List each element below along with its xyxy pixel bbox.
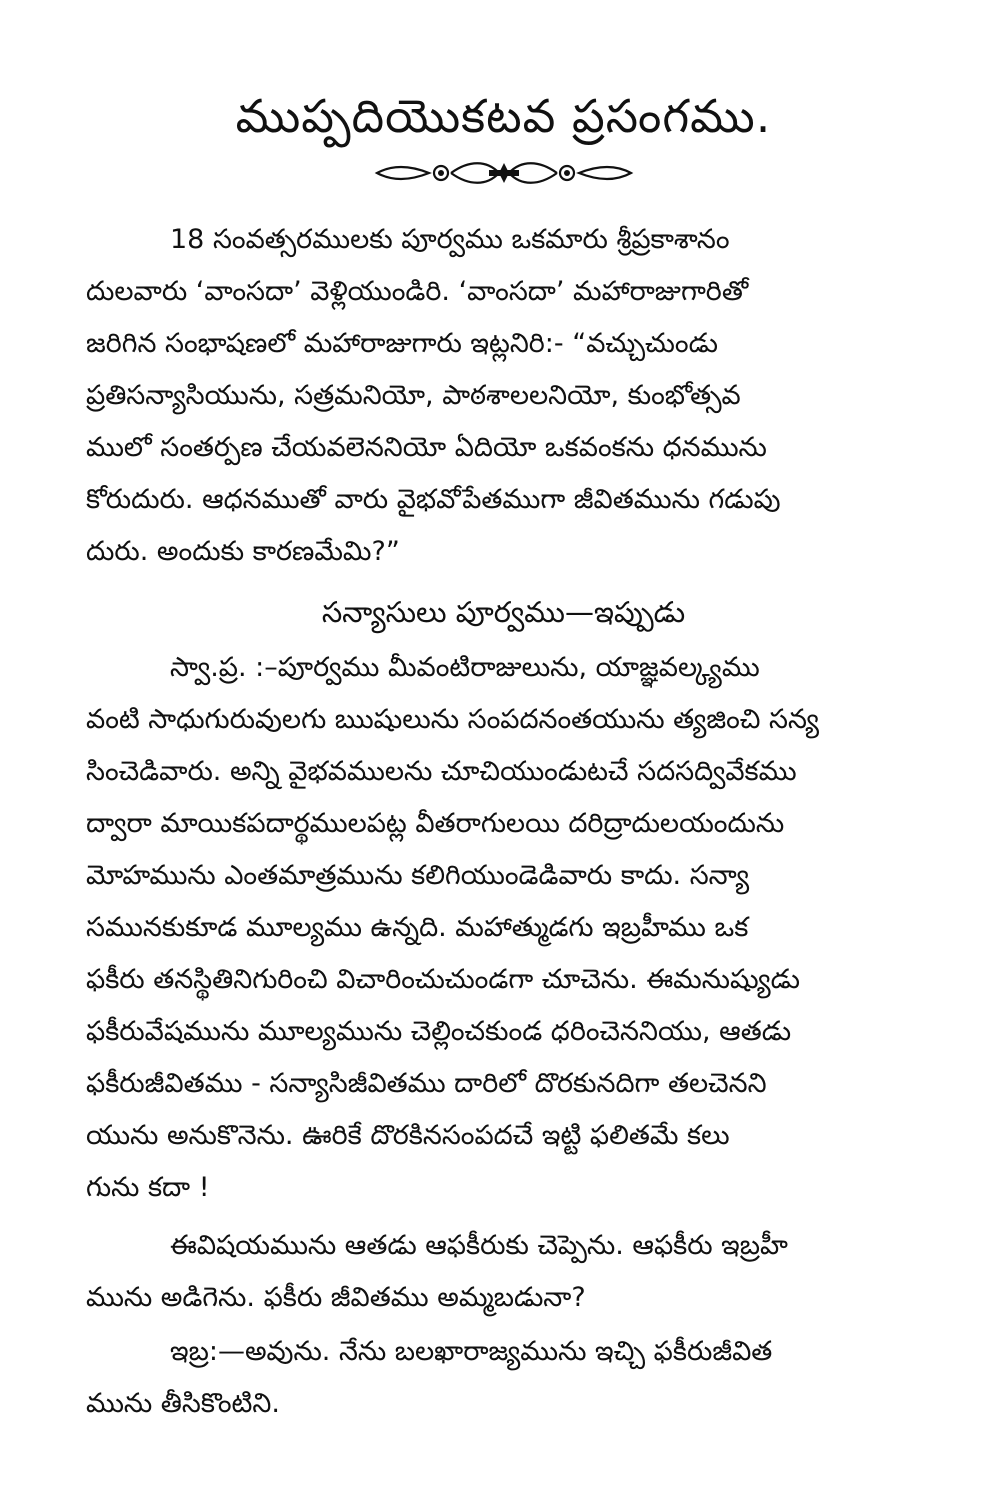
text-line: ఫకీరువేషమును మూల్యమును చెల్లించకుండ ధరించెననియు, ఆతడు — [86, 1016, 792, 1047]
section-heading: సన్యాసులు పూర్వము—ఇప్పుడు — [321, 595, 686, 629]
text-line: మోహమును ఎంతమాత్రమును కలిగియుండెడివారు కాదు. సన్యా — [86, 860, 750, 891]
text-line: సమునకుకూడ మూల్యము ఉన్నది. మహాత్ముడగు ఇబ్రహీము ఒక — [86, 912, 749, 943]
text-line: ములో సంతర్పణ చేయవలెననియో ఏదియో ఒకవంకను ధనమును — [86, 432, 767, 463]
text-line: ఈవిషయమును ఆతడు ఆఫకీరుకు చెప్పెను. ఆఫకీరు ఇబ్రహీ — [170, 1230, 788, 1261]
section-paragraph — [86, 1326, 921, 1430]
section-paragraph — [86, 1220, 921, 1324]
text-line: 18 సంవత్సరములకు పూర్వము ఒకమారు శ్రీప్రకాశానం — [170, 224, 730, 255]
text-line: ఫకీరు తనస్థితినిగురించి విచారించుచుండగా చూచెను. ఈమనుష్యుడు — [86, 964, 800, 995]
text-line: జరిగిన సంభాషణలో మహారాజుగారు ఇట్లనిరి:- “వచ్చుచుండు — [86, 328, 718, 359]
text-line: ఇబ్ర:—అవును. నేను బలఖారాజ్యమును ఇచ్చి ఫకీరుజీవిత — [170, 1336, 773, 1367]
text-line: ప్రతిసన్యాసియును, సత్రమనియో, పాఠశాలలనియో, కుంభోత్సవ — [86, 380, 741, 411]
text-line: ద్వారా మాయికపదార్థములపట్ల వీతరాగులయి దరిద్రాదులయందును — [86, 808, 785, 839]
section-paragraph — [86, 642, 921, 1214]
text-line: స్వా.ప్ర. :–పూర్వము మీవంటిరాజులును, యాజ్ఞవల్క్యము — [170, 652, 760, 683]
text-line: మును తీసికొంటిని. — [86, 1388, 280, 1419]
intro-paragraph — [86, 214, 921, 578]
text-line: వంటి సాధుగురువులగు ఋషులును సంపదనంతయును త్యజించి సన్య — [86, 704, 820, 735]
text-line: గును కదా ! — [86, 1172, 210, 1203]
text-line: కోరుదురు. ఆధనముతో వారు వైభవోపేతముగా జీవితమును గడుపు — [86, 484, 781, 515]
decorative-flourish-icon — [369, 158, 639, 188]
text-line: సించెడివారు. అన్ని వైభవములను చూచియుండుటచే సదసద్వివేకము — [86, 756, 797, 787]
page-title: ముప్పదియొకటవ ప్రసంగము. — [235, 89, 772, 143]
text-line: దులవారు ‘వాంసదా’ వెళ్లియుండిరి. ‘వాంసదా’ మహారాజుగారితో — [86, 276, 749, 307]
text-line: యును అనుకొనెను. ఊరికే దొరకినసంపదచే ఇట్టి ఫలితమే కలు — [86, 1120, 730, 1151]
text-line: మును అడిగెను. ఫకీరు జీవితము అమ్మబడునా? — [86, 1282, 586, 1313]
text-line: దురు. అందుకు కారణమేమి?” — [86, 536, 400, 567]
text-line: ఫకీరుజీవితము - సన్యాసిజీవితము దారిలో దొరకునదిగా తలచెనని — [86, 1068, 767, 1099]
